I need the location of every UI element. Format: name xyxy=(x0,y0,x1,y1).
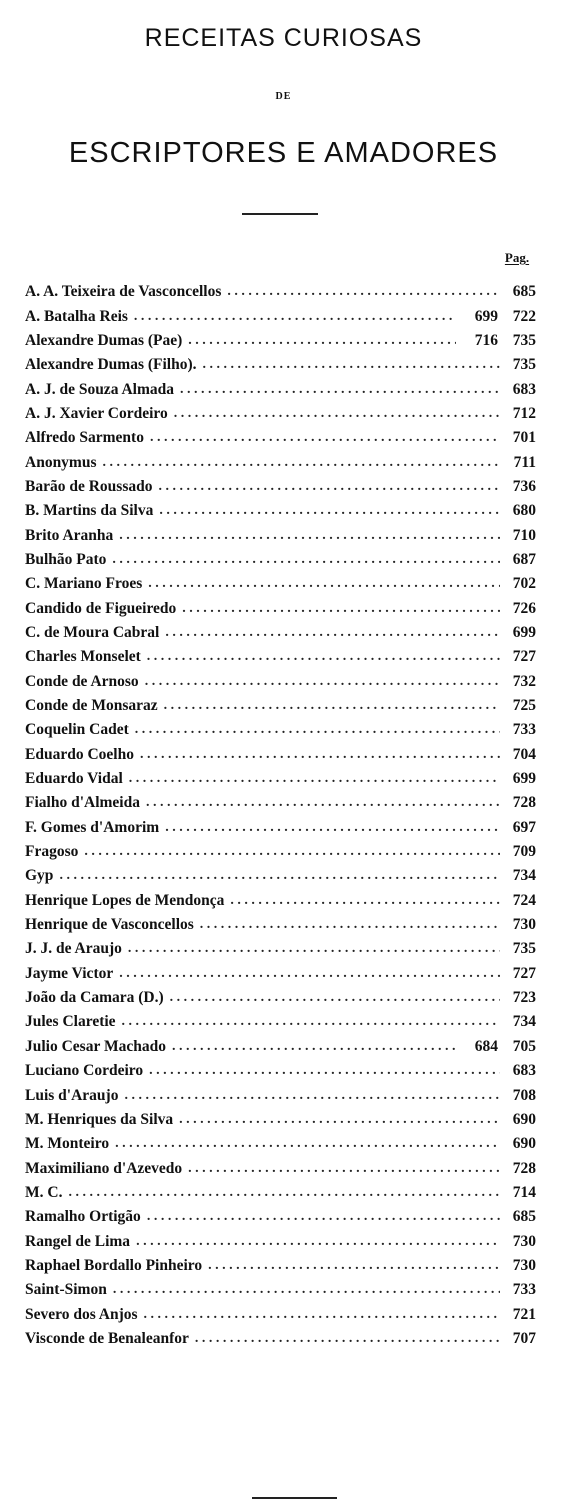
entry-author: C. de Moura Cabral xyxy=(25,623,160,641)
entry-author: Bulhão Pato xyxy=(25,550,107,568)
entry-page: 690 xyxy=(512,1135,536,1153)
entry-author: Conde de Monsaraz xyxy=(25,697,158,715)
index-entry xyxy=(25,1035,536,1059)
index-entry xyxy=(25,548,536,572)
index-entry xyxy=(25,1156,536,1180)
entry-page: 735 xyxy=(512,356,536,374)
entry-author: Gyp xyxy=(25,867,54,885)
entry-page: 735 xyxy=(512,940,536,958)
page-column-header: Pag. xyxy=(504,250,530,265)
entry-author: Fialho d'Almeida xyxy=(25,794,140,812)
dot-leader xyxy=(203,358,500,372)
entry-author: Maximiliano d'Azevedo xyxy=(25,1159,183,1177)
entry-page: 714 xyxy=(512,1183,536,1201)
entry-author: Visconde de Benaleanfor xyxy=(25,1329,189,1347)
index-entry xyxy=(25,816,536,840)
page-title-line1: RECEITAS CURIOSAS xyxy=(144,24,423,52)
index-entry xyxy=(25,426,536,450)
entry-author: Henrique de Vasconcellos xyxy=(25,916,194,934)
index-entry xyxy=(25,840,536,864)
entry-author: J. J. de Araujo xyxy=(25,940,122,958)
entry-author: Eduardo Vidal xyxy=(25,770,123,788)
dot-leader xyxy=(208,1259,500,1273)
dot-leader xyxy=(103,456,501,470)
entry-author: João da Camara (D.) xyxy=(25,989,164,1007)
dot-leader xyxy=(195,1332,500,1346)
entry-author: Fragoso xyxy=(25,843,79,861)
entry-author: Barão de Roussado xyxy=(25,477,153,495)
entry-page: 687 xyxy=(512,550,536,568)
bottom-divider xyxy=(252,1497,337,1499)
entry-author: Ramalho Ortigão xyxy=(25,1208,141,1226)
entry-author: Raphael Bordallo Pinheiro xyxy=(25,1256,203,1274)
index-entry xyxy=(25,1327,536,1351)
index-entry xyxy=(25,1302,536,1326)
entry-page: 730 xyxy=(512,1256,536,1274)
dot-leader xyxy=(179,1113,500,1127)
entry-page: 734 xyxy=(512,1013,536,1031)
entry-page: 710 xyxy=(512,526,536,544)
entry-author: A. J. Xavier Cordeiro xyxy=(25,404,168,422)
dot-leader xyxy=(124,1089,500,1103)
dot-leader xyxy=(84,845,500,859)
entry-page: 712 xyxy=(512,404,536,422)
index-entry xyxy=(25,572,536,596)
entry-page: 680 xyxy=(512,502,536,520)
entry-page: 727 xyxy=(512,648,536,666)
index-entry xyxy=(25,645,536,669)
entry-page: 711 xyxy=(513,453,536,471)
index-entry xyxy=(25,1132,536,1156)
dot-leader xyxy=(119,529,500,543)
title-divider xyxy=(242,213,318,215)
entry-page: 725 xyxy=(512,697,536,715)
index-entry xyxy=(25,280,536,304)
index-entry xyxy=(25,718,536,742)
entry-author: B. Martins da Silva xyxy=(25,502,154,520)
entry-author: Severo dos Anjos xyxy=(25,1305,138,1323)
entry-page: 685 xyxy=(512,1208,536,1226)
entry-author: M. C. xyxy=(25,1183,63,1201)
index-list xyxy=(25,280,536,1351)
index-entry xyxy=(25,889,536,913)
entry-author: Conde de Arnoso xyxy=(25,672,139,690)
index-entry xyxy=(25,1254,536,1278)
entry-author: Brito Aranha xyxy=(25,526,114,544)
entry-page: 733 xyxy=(512,1281,536,1299)
entry-page: 732 xyxy=(512,672,536,690)
index-entry xyxy=(25,353,536,377)
entry-author: A. A. Teixeira de Vasconcellos xyxy=(25,283,222,301)
entry-author: Alexandre Dumas (Filho). xyxy=(25,356,197,374)
dot-leader xyxy=(230,894,500,908)
dot-leader xyxy=(112,553,500,567)
index-entry xyxy=(25,767,536,791)
entry-author: A. J. de Souza Almada xyxy=(25,380,174,398)
dot-leader xyxy=(147,1210,500,1224)
entry-page: 728 xyxy=(512,794,536,812)
entry-author: Jules Claretie xyxy=(25,1013,116,1031)
index-entry xyxy=(25,743,536,767)
entry-author: Jayme Victor xyxy=(25,964,114,982)
entry-extra-page: 716 xyxy=(474,331,498,349)
index-entry xyxy=(25,402,536,426)
entry-author: Julio Cesar Machado xyxy=(25,1037,166,1055)
index-entry xyxy=(25,329,536,353)
dot-leader xyxy=(134,310,456,324)
entry-page: 726 xyxy=(512,599,536,617)
entry-page: 702 xyxy=(512,575,536,593)
dot-leader xyxy=(188,1162,500,1176)
dot-leader xyxy=(165,821,500,835)
dot-leader xyxy=(158,480,500,494)
dot-leader xyxy=(182,602,500,616)
dot-leader xyxy=(150,431,500,445)
entry-author: Eduardo Coelho xyxy=(25,745,134,763)
entry-page: 709 xyxy=(512,843,536,861)
dot-leader xyxy=(59,869,500,883)
index-entry xyxy=(25,864,536,888)
index-entry xyxy=(25,499,536,523)
index-entry xyxy=(25,937,536,961)
index-entry xyxy=(25,1278,536,1302)
dot-leader xyxy=(148,577,500,591)
entry-author: Alexandre Dumas (Pae) xyxy=(25,331,183,349)
entry-page: 704 xyxy=(512,745,536,763)
index-entry xyxy=(25,1229,536,1253)
index-entry xyxy=(25,962,536,986)
dot-leader xyxy=(147,650,500,664)
dot-leader xyxy=(145,675,500,689)
entry-page: 722 xyxy=(512,307,536,325)
dot-leader xyxy=(200,918,500,932)
dot-leader xyxy=(165,626,500,640)
entry-page: 736 xyxy=(512,477,536,495)
dot-leader xyxy=(115,1137,500,1151)
index-entry xyxy=(25,1059,536,1083)
index-entry xyxy=(25,377,536,401)
entry-page: 730 xyxy=(512,1232,536,1250)
dot-leader xyxy=(119,967,500,981)
entry-page: 690 xyxy=(512,1110,536,1128)
index-entry xyxy=(25,1181,536,1205)
page-title-line2: ESCRIPTORES E AMADORES xyxy=(68,137,499,169)
dot-leader xyxy=(144,1308,500,1322)
entry-author: A. Batalha Reis xyxy=(25,307,128,325)
dot-leader xyxy=(159,504,500,518)
index-entry xyxy=(25,670,536,694)
entry-page: 701 xyxy=(512,429,536,447)
dot-leader xyxy=(227,285,500,299)
index-entry xyxy=(25,694,536,718)
entry-page: 707 xyxy=(512,1329,536,1347)
entry-extra-page: 684 xyxy=(474,1037,498,1055)
dot-leader xyxy=(188,334,456,348)
entry-page: 699 xyxy=(512,623,536,641)
dot-leader xyxy=(170,991,500,1005)
index-entry xyxy=(25,1083,536,1107)
dot-leader xyxy=(172,1040,456,1054)
entry-page: 724 xyxy=(512,891,536,909)
entry-author: M. Henriques da Silva xyxy=(25,1110,174,1128)
entry-author: Henrique Lopes de Mendonça xyxy=(25,891,225,909)
index-entry xyxy=(25,523,536,547)
dot-leader xyxy=(128,942,500,956)
entry-author: Saint-Simon xyxy=(25,1281,107,1299)
dot-leader xyxy=(140,748,500,762)
dot-leader xyxy=(68,1186,500,1200)
entry-page: 697 xyxy=(512,818,536,836)
index-entry xyxy=(25,1010,536,1034)
index-entry xyxy=(25,791,536,815)
index-entry xyxy=(25,621,536,645)
dot-leader xyxy=(135,723,500,737)
entry-page: 730 xyxy=(512,916,536,934)
index-entry xyxy=(25,1205,536,1229)
entry-page: 728 xyxy=(512,1159,536,1177)
dot-leader xyxy=(136,1235,500,1249)
dot-leader xyxy=(164,699,500,713)
dot-leader xyxy=(174,407,500,421)
index-entry xyxy=(25,450,536,474)
entry-author: Candido de Figueiredo xyxy=(25,599,177,617)
entry-page: 708 xyxy=(512,1086,536,1104)
entry-page: 721 xyxy=(512,1305,536,1323)
entry-page: 699 xyxy=(512,770,536,788)
index-entry xyxy=(25,596,536,620)
entry-author: Charles Monselet xyxy=(25,648,141,666)
index-entry xyxy=(25,475,536,499)
index-entry xyxy=(25,913,536,937)
entry-page: 683 xyxy=(512,1062,536,1080)
entry-author: Anonymus xyxy=(25,453,97,471)
entry-page: 727 xyxy=(512,964,536,982)
index-entry xyxy=(25,986,536,1010)
dot-leader xyxy=(149,1064,500,1078)
page-title-connector: DE xyxy=(275,91,292,102)
entry-author: Luciano Cordeiro xyxy=(25,1062,144,1080)
entry-author: Coquelin Cadet xyxy=(25,721,129,739)
index-entry xyxy=(25,304,536,328)
dot-leader xyxy=(180,383,500,397)
dot-leader xyxy=(146,796,500,810)
entry-page: 735 xyxy=(512,331,536,349)
entry-author: Luis d'Araujo xyxy=(25,1086,119,1104)
entry-page: 705 xyxy=(512,1037,536,1055)
entry-page: 685 xyxy=(512,283,536,301)
entry-page: 683 xyxy=(512,380,536,398)
index-entry xyxy=(25,1108,536,1132)
entry-author: M. Monteiro xyxy=(25,1135,110,1153)
entry-author: Alfredo Sarmento xyxy=(25,429,144,447)
entry-author: F. Gomes d'Amorim xyxy=(25,818,160,836)
entry-author: C. Mariano Froes xyxy=(25,575,143,593)
entry-page: 723 xyxy=(512,989,536,1007)
entry-author: Rangel de Lima xyxy=(25,1232,131,1250)
dot-leader xyxy=(122,1015,500,1029)
entry-page: 734 xyxy=(512,867,536,885)
dot-leader xyxy=(129,772,500,786)
entry-page: 733 xyxy=(512,721,536,739)
entry-extra-page: 699 xyxy=(474,307,498,325)
dot-leader xyxy=(113,1283,500,1297)
